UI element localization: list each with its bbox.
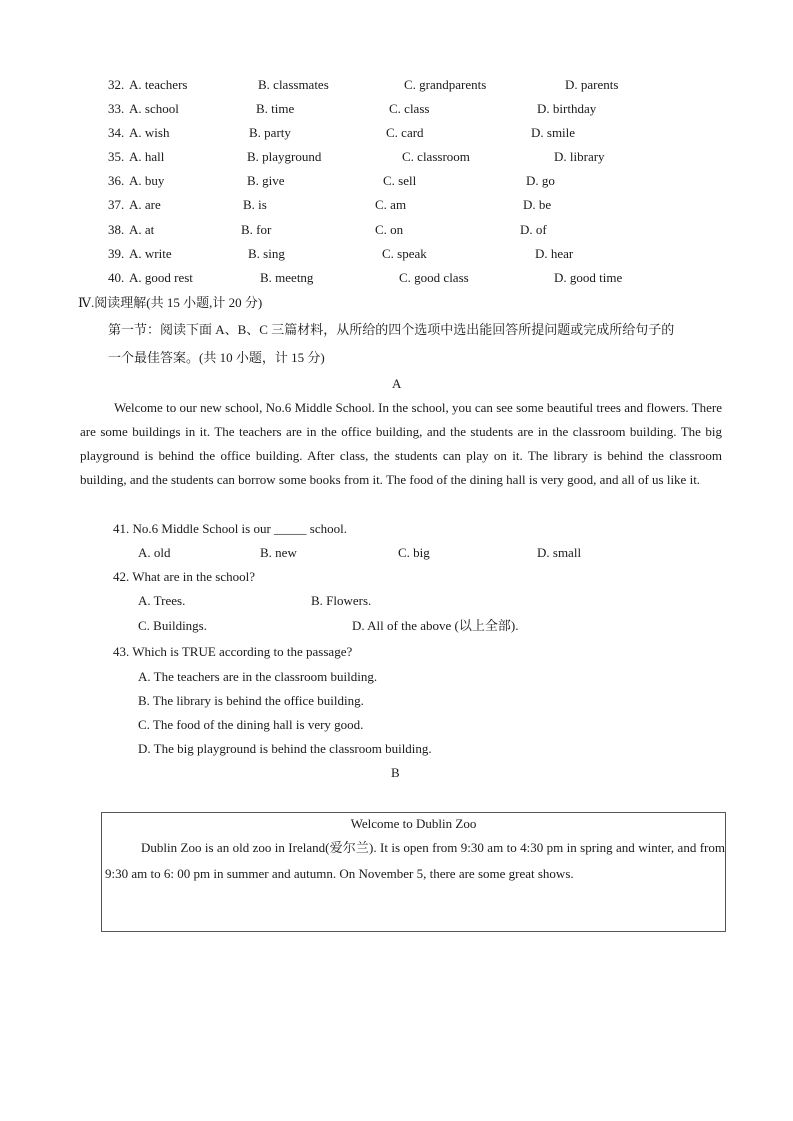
q42-option-c: C. Buildings. [138, 618, 207, 633]
q43-option-b: B. The library is behind the office building. [138, 693, 364, 708]
q34-option-a: A. wish [129, 125, 170, 140]
q38-option-d: D. of [520, 222, 547, 237]
q36-option-c: C. sell [383, 173, 417, 188]
q38-option-c: C. on [375, 222, 404, 237]
q36-option-d: D. go [526, 173, 555, 188]
q43-option-c: C. The food of the dining hall is very good. [138, 717, 364, 732]
q42-stem: 42. What are in the school? [113, 569, 255, 584]
q33-option-b: B. time [256, 101, 295, 116]
q39-option-b: B. sing [248, 246, 285, 261]
q38-option-b: B. for [241, 222, 272, 237]
q32-option-c: C. grandparents [404, 77, 487, 92]
q40-option-d: D. good time [554, 270, 623, 285]
q33-number: 33. [108, 101, 125, 116]
q42-option-a: A. Trees. [138, 593, 186, 608]
q39-option-a: A. write [129, 246, 172, 261]
q40-number: 40. [108, 270, 125, 285]
q40-option-c: C. good class [399, 270, 469, 285]
q37-option-d: D. be [523, 197, 552, 212]
q34-option-c: C. card [386, 125, 424, 140]
q38-number: 38. [108, 222, 125, 237]
q39-number: 39. [108, 246, 125, 261]
q37-option-a: A. are [129, 197, 161, 212]
q32-number: 32. [108, 77, 125, 92]
dublin-zoo-box [101, 812, 726, 932]
q36-option-a: A. buy [129, 173, 165, 188]
q33-option-a: A. school [129, 101, 179, 116]
q37-option-c: C. am [375, 197, 407, 212]
q35-option-b: B. playground [247, 149, 322, 164]
q43-stem: 43. Which is TRUE according to the passage? [113, 644, 353, 659]
q41-option-d: D. small [537, 545, 582, 560]
passage-a-label: A [392, 376, 402, 391]
q39-option-c: C. speak [382, 246, 427, 261]
q35-option-c: C. classroom [402, 149, 470, 164]
q41-stem: 41. No.6 Middle School is our _____ school. [113, 521, 347, 536]
section-intro-line2: 一个最佳答案。(共 10 小题，计 15 分) [108, 350, 325, 365]
q34-option-b: B. party [249, 125, 291, 140]
q32-option-a: A. teachers [129, 77, 188, 92]
box-text: Dublin Zoo is an old zoo in Ireland(爱尔兰). It is open from 9:30 am to 4:30 pm in spring and winter, and from 9:30 am to 6: 00 pm in summer and autumn. On November 5, there are some great shows. [105, 840, 725, 881]
q40-option-a: A. good rest [129, 270, 193, 285]
q41-option-a: A. old [138, 545, 171, 560]
q41-option-c: C. big [398, 545, 430, 560]
q34-number: 34. [108, 125, 125, 140]
q35-number: 35. [108, 149, 125, 164]
q32-option-b: B. classmates [258, 77, 329, 92]
q32-option-d: D. parents [565, 77, 619, 92]
q42-option-b: B. Flowers. [311, 593, 372, 608]
q35-option-a: A. hall [129, 149, 165, 164]
box-title: Welcome to Dublin Zoo [350, 816, 477, 831]
q36-option-b: B. give [247, 173, 285, 188]
q43-option-a: A. The teachers are in the classroom building. [138, 669, 378, 684]
q39-option-d: D. hear [535, 246, 574, 261]
q34-option-d: D. smile [531, 125, 576, 140]
q40-option-b: B. meetng [260, 270, 314, 285]
section-title: Ⅳ.阅读理解(共 15 小题,计 20 分) [78, 295, 263, 310]
q42-option-d: D. All of the above (以上全部). [352, 618, 519, 633]
section-intro-line1: 第一节：阅读下面 A、B、C 三篇材料，从所给的四个选项中选出能回答所提问题或完成所给句子的 [108, 322, 675, 337]
passage-b-label: B [391, 765, 400, 780]
q37-option-b: B. is [243, 197, 267, 212]
q37-number: 37. [108, 197, 125, 212]
q41-option-b: B. new [260, 545, 297, 560]
q35-option-d: D. library [554, 149, 605, 164]
passage-a-text: Welcome to our new school, No.6 Middle School. In the school, you can see some beautiful trees and flowers. There are some buildings in it. The teachers are in the office building, and the students are in the classroom building. The big playground is behind the office building. After class, the students can play on it. The library is behind the classroom building, and the students can borrow some books from it. The food of the dining hall is very good, and all of us like it. [80, 400, 722, 487]
q43-option-d: D. The big playground is behind the classroom building. [138, 741, 432, 756]
q38-option-a: A. at [129, 222, 155, 237]
q36-number: 36. [108, 173, 125, 188]
q33-option-d: D. birthday [537, 101, 597, 116]
q33-option-c: C. class [389, 101, 430, 116]
